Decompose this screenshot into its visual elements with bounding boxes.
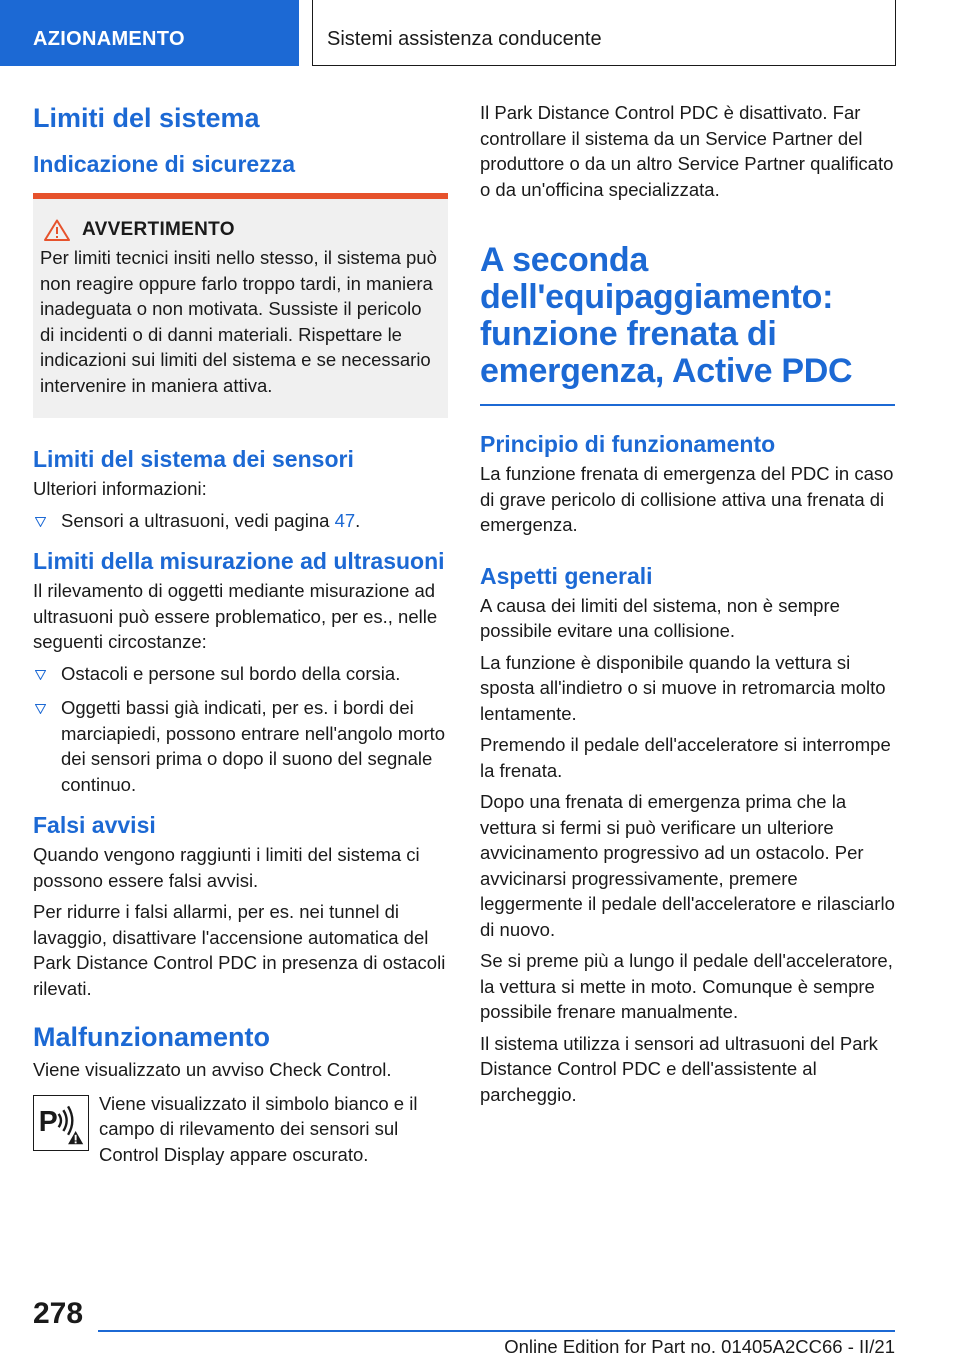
right-column: [480, 100, 895, 1107]
bullet-text: Oggetti bassi già indicati, per es. i bordi dei marciapiedi, possono entrare nell'angolo morto dei sensori prima o dopo il suono del segnale continuo.: [61, 697, 446, 795]
safety-heading: Indicazione di sicurezza: [33, 151, 296, 177]
malfunction-heading: Malfunzionamento: [33, 1022, 270, 1052]
section-label: AZIONAMENTO: [33, 28, 185, 50]
section-tab: [0, 0, 299, 66]
false-alarms-p1: Quando vengono raggiunti i limiti del sistema ci possono essere falsi avvisi.: [33, 844, 420, 891]
ultrasonic-text: Il rilevamento di oggetti mediante misurazione ad ultrasuoni può essere problematico, per es., nelle seguenti circostanze:: [33, 580, 438, 652]
footer-divider: [98, 1330, 895, 1332]
warning-title: AVVERTIMENTO: [82, 219, 235, 240]
general-p3: Premendo il pedale dell'acceleratore si interrompe la frenata.: [480, 734, 891, 781]
page-link[interactable]: 47: [334, 509, 356, 531]
symbol-row: [33, 1091, 448, 1168]
bullet-text: Ostacoli e persone sul bordo della corsia.: [61, 662, 401, 684]
triangle-bullet-icon: [35, 704, 46, 714]
chapter-label: Sistemi assistenza conducente: [327, 28, 602, 50]
edition-text: Online Edition for Part no. 01405A2CC66 - II/21: [504, 1336, 895, 1357]
false-alarms-heading: Falsi avvisi: [33, 812, 156, 838]
triangle-bullet-icon: [35, 517, 46, 527]
general-p4: Dopo una frenata di emergenza prima che la vettura si fermi si può verificare un ulteriore avvicinamento progressivo ad un ostacolo. Per avvicinarsi progressivamente, premere leggermente il pedale dell'acceleratore e rilasciarlo di nuovo.: [480, 791, 895, 940]
malfunction-text: Viene visualizzato un avviso Check Control.: [33, 1059, 392, 1080]
bullet-text: Sensori a ultrasuoni, vedi pagina: [61, 509, 335, 531]
general-heading: Aspetti generali: [480, 562, 653, 589]
list-item: [33, 508, 448, 534]
triangle-bullet-icon: [35, 670, 46, 680]
left-column: [33, 100, 448, 1167]
list-item: [33, 661, 448, 687]
principle-heading: Principio di funzionamento: [480, 431, 776, 457]
pdc-warning-icon: [33, 1095, 89, 1151]
ultrasonic-list: [33, 661, 448, 798]
section-big-heading: A seconda dell'equipaggiamento: funzione frenata di emergenza, Active PDC: [480, 241, 853, 390]
heading-divider: [480, 404, 895, 406]
sensor-limits-text: Ulteriori informazioni:: [33, 478, 207, 499]
general-p6: Il sistema utilizza i sensori ad ultrasuoni del Park Distance Control PDC e dell'assistente al parcheggio.: [480, 1032, 878, 1105]
warning-triangle-icon: [44, 219, 70, 241]
warning-box: [33, 193, 448, 418]
page-title: Limiti del sistema: [33, 103, 260, 133]
principle-text: La funzione frenata di emergenza del PDC in caso di grave pericolo di collisione attiva una frenata di emergenza.: [480, 463, 894, 535]
list-item: [33, 695, 448, 797]
false-alarms-p2: Per ridurre i falsi allarmi, per es. nei tunnel di lavaggio, disattivare l'accensione automatica del Park Distance Control PDC in presenza di ostacoli rilevati.: [33, 901, 446, 999]
general-p2: La funzione è disponibile quando la vettura si sposta all'indietro o si muove in retromarcia molto lentamente.: [480, 651, 886, 724]
intro-text: Il Park Distance Control PDC è disattivato. Far controllare il sistema da un Service Partner del produttore o da un altro Service Partner qualificato o da un'officina specializzata.: [480, 102, 894, 200]
warning-text: Per limiti tecnici insiti nello stesso, il sistema può non reagire oppure farlo troppo tardi, in maniera inadeguata o non motivata. Sussiste il pericolo di incidenti o di danni materiali. Rispettare le indicazioni sui limiti del sistema e se necessario intervenire in maniera attiva.: [40, 247, 437, 396]
page-number: 278: [33, 1297, 84, 1330]
svg-text:P: P: [38, 1105, 58, 1138]
ultrasonic-heading: Limiti della misurazione ad ultrasuoni: [33, 548, 445, 574]
general-p5: Se si preme più a lungo il pedale dell'acceleratore, la vettura si mette in moto. Comunque è sempre possibile frenare manualmente.: [480, 950, 893, 1022]
bullet-suffix: .: [355, 509, 361, 531]
general-p1: A causa dei limiti del sistema, non è sempre possibile evitare una collisione.: [480, 594, 840, 641]
sensor-limits-list: [33, 508, 448, 534]
sensor-limits-heading: Limiti del sistema dei sensori: [33, 446, 354, 472]
chapter-header: [312, 0, 896, 66]
symbol-description: Viene visualizzato il simbolo bianco e il campo di rilevamento dei sensori sul Control Display appare oscurato.: [99, 1092, 418, 1165]
